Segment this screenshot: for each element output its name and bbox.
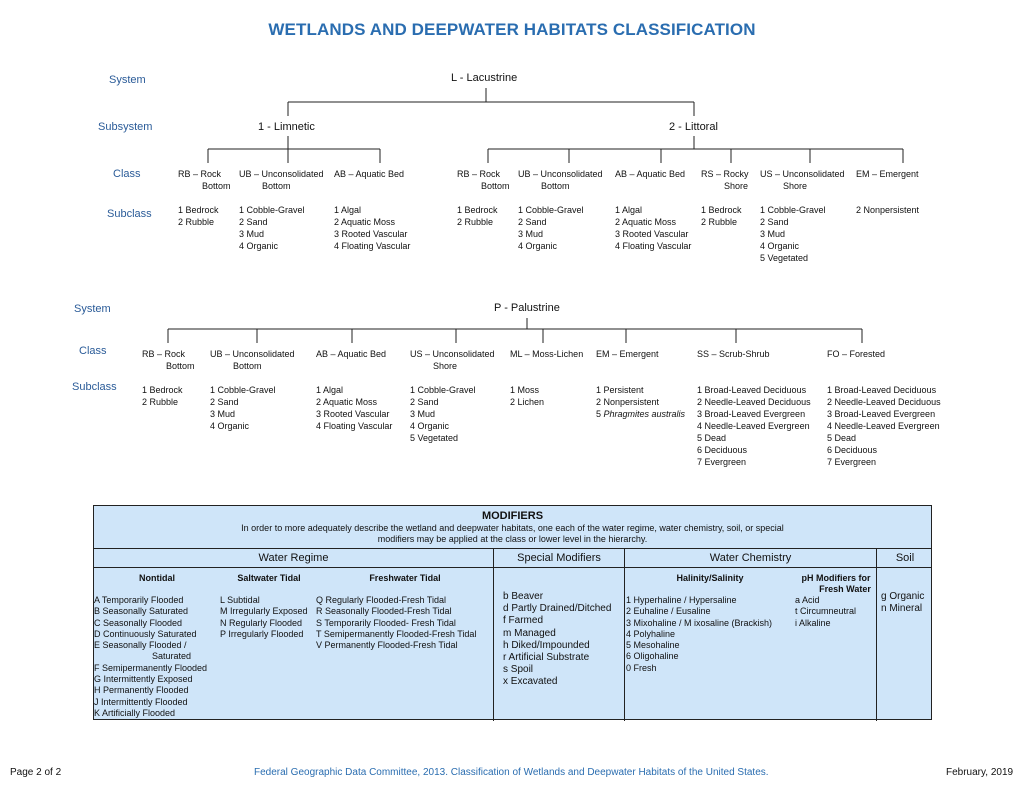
class-palustrine-ub: UB – Unconsolidated Bottom xyxy=(210,349,295,371)
special-modifiers-header: Special Modifiers xyxy=(517,552,601,564)
footer-date: February, 2019 xyxy=(946,767,1014,778)
subclass-list-littoral-rs: 1 Bedrock 2 Rubble xyxy=(701,205,742,227)
system-palustrine: P - Palustrine xyxy=(494,302,560,314)
water-regime-header: Water Regime xyxy=(258,552,329,564)
nontidal-list: A Temporarily Flooded B Seasonally Saturated C Seasonally Flooded D Continuously Saturated E Seasonally Flooded / Saturated F Semipermanently Flooded G Intermittently Exposed H Permanently Flooded J Intermittently Flooded K Artificially Flooded xyxy=(94,595,208,718)
freshwater-tidal-header: Freshwater Tidal xyxy=(369,573,441,583)
subclass-list-littoral-us: 1 Cobble-Gravel 2 Sand 3 Mud 4 Organic 5 Vegetated xyxy=(760,205,826,263)
subclass-list-palustrine-ss: 1 Broad-Leaved Deciduous 2 Needle-Leaved Deciduous 3 Broad-Leaved Evergreen 4 Needle-Leaved Evergreen 5 Dead 6 Deciduous 7 Evergreen xyxy=(697,385,811,467)
footer-citation: Federal Geographic Data Committee, 2013. Classification of Wetlands and Deepwater Habitats of the United States. xyxy=(254,767,769,778)
class-palustrine-ss: SS – Scrub-Shrub xyxy=(697,349,770,359)
class-palustrine-ab: AB – Aquatic Bed xyxy=(316,349,387,359)
subclass-list-limnetic-ub: 1 Cobble-Gravel 2 Sand 3 Mud 4 Organic xyxy=(239,205,305,251)
halinity-header: Halinity/Salinity xyxy=(676,573,744,583)
ph-modifiers-list: a Acid t Circumneutral i Alkaline xyxy=(795,595,857,628)
class-palustrine-fo: FO – Forested xyxy=(827,349,886,359)
soil-header: Soil xyxy=(895,552,915,564)
water-chemistry-header: Water Chemistry xyxy=(709,552,792,564)
subclass-list-limnetic-ab: 1 Algal 2 Aquatic Moss 3 Rooted Vascular 4 Floating Vascular xyxy=(334,205,411,251)
saltwater-tidal-header: Saltwater Tidal xyxy=(237,573,301,583)
subclass-list-palustrine-ub: 1 Cobble-Gravel 2 Sand 3 Mud 4 Organic xyxy=(210,385,276,431)
row-label-subclass-palustrine: Subclass xyxy=(72,381,117,393)
subclass-list-littoral-rb: 1 Bedrock 2 Rubble xyxy=(457,205,498,227)
class-littoral-ab: AB – Aquatic Bed xyxy=(615,169,686,179)
modifiers-divider-top xyxy=(94,548,931,549)
class-palustrine-em: EM – Emergent xyxy=(596,349,659,359)
modifiers-title: MODIFIERS xyxy=(481,510,544,522)
system-lacustrine: L - Lacustrine xyxy=(451,72,518,84)
class-limnetic-ab: AB – Aquatic Bed xyxy=(334,169,405,179)
page-title: WETLANDS AND DEEPWATER HABITATS CLASSIFICATION xyxy=(268,20,756,39)
modifiers-table xyxy=(93,505,932,720)
freshwater-tidal-list: Q Regularly Flooded-Fresh Tidal R Seasonally Flooded-Fresh Tidal S Temporarily Flooded- Fresh Tidal T Semipermanently Flooded-Fresh Tidal V Permanently Flooded-Fresh Tidal xyxy=(316,595,477,651)
subclass-list-palustrine-ab: 1 Algal 2 Aquatic Moss 3 Rooted Vascular 4 Floating Vascular xyxy=(316,385,393,431)
row-label-subclass: Subclass xyxy=(107,208,152,220)
soil-list: g Organic n Mineral xyxy=(881,591,925,615)
subclass-list-palustrine-rb: 1 Bedrock 2 Rubble xyxy=(142,385,183,407)
subclass-list-palustrine-em: 1 Persistent 2 Nonpersistent 5 Phragmites australis xyxy=(596,385,686,419)
subsystem-littoral: 2 - Littoral xyxy=(669,121,718,133)
subclass-list-littoral-ub: 1 Cobble-Gravel 2 Sand 3 Mud 4 Organic xyxy=(518,205,584,251)
row-label-subsystem: Subsystem xyxy=(98,121,153,133)
class-littoral-em: EM – Emergent xyxy=(856,169,919,179)
class-limnetic-ub: UB – Unconsolidated Bottom xyxy=(239,169,324,191)
nontidal-header: Nontidal xyxy=(139,573,175,583)
subclass-list-littoral-em: 2 Nonpersistent xyxy=(856,205,920,215)
footer-page-number: Page 2 of 2 xyxy=(10,767,62,778)
class-palustrine-rb: RB – Rock Bottom xyxy=(142,349,195,371)
subclass-list-limnetic-rb: 1 Bedrock 2 Rubble xyxy=(178,205,219,227)
modifiers-divider-header xyxy=(94,567,931,568)
modifiers-description: In order to more adequately describe the wetland and deepwater habitats, one each of the water regime, water chemistry, soil, or special modifiers may be applied at the class or lower level in the hierarchy. xyxy=(241,523,784,544)
subclass-phragmites: 5 Phragmites australis xyxy=(596,409,686,419)
row-label-class-palustrine: Class xyxy=(79,345,107,357)
class-palustrine-us: US – Unconsolidated Shore xyxy=(410,349,495,371)
subclass-list-palustrine-fo: 1 Broad-Leaved Deciduous 2 Needle-Leaved Deciduous 3 Broad-Leaved Evergreen 4 Needle-Leaved Evergreen 5 Dead 6 Deciduous 7 Evergreen xyxy=(827,385,941,467)
class-littoral-ub: UB – Unconsolidated Bottom xyxy=(518,169,603,191)
subsystem-limnetic: 1 - Limnetic xyxy=(258,121,315,133)
ph-modifiers-header: pH Modifiers for Fresh Water xyxy=(801,573,871,594)
class-palustrine-ml: ML – Moss-Lichen xyxy=(510,349,584,359)
saltwater-tidal-list: L Subtidal M Irregularly Exposed N Regularly Flooded P Irregularly Flooded xyxy=(220,595,308,639)
subclass-list-palustrine-ml: 1 Moss 2 Lichen xyxy=(510,385,545,407)
class-limnetic-rb: RB – Rock Bottom xyxy=(178,169,231,191)
row-label-class: Class xyxy=(113,168,141,180)
row-label-system: System xyxy=(109,74,146,86)
class-littoral-rs: RS – Rocky Shore xyxy=(701,169,749,191)
class-littoral-rb: RB – Rock Bottom xyxy=(457,169,510,191)
subclass-list-littoral-ab: 1 Algal 2 Aquatic Moss 3 Rooted Vascular 4 Floating Vascular xyxy=(615,205,692,251)
row-label-system-palustrine: System xyxy=(74,303,111,315)
class-littoral-us: US – Unconsolidated Shore xyxy=(760,169,845,191)
subclass-list-palustrine-us: 1 Cobble-Gravel 2 Sand 3 Mud 4 Organic 5 Vegetated xyxy=(410,385,476,443)
halinity-list: 1 Hyperhaline / Hypersaline 2 Euhaline / Eusaline 3 Mixohaline / M ixosaline (Brackish) 4 Polyhaline 5 Mesohaline 6 Oligohaline 0 Fresh xyxy=(626,595,773,673)
special-modifiers-list: b Beaver d Partly Drained/Ditched f Farmed m Managed h Diked/Impounded r Artificial Substrate s Spoil x Excavated xyxy=(503,591,612,688)
